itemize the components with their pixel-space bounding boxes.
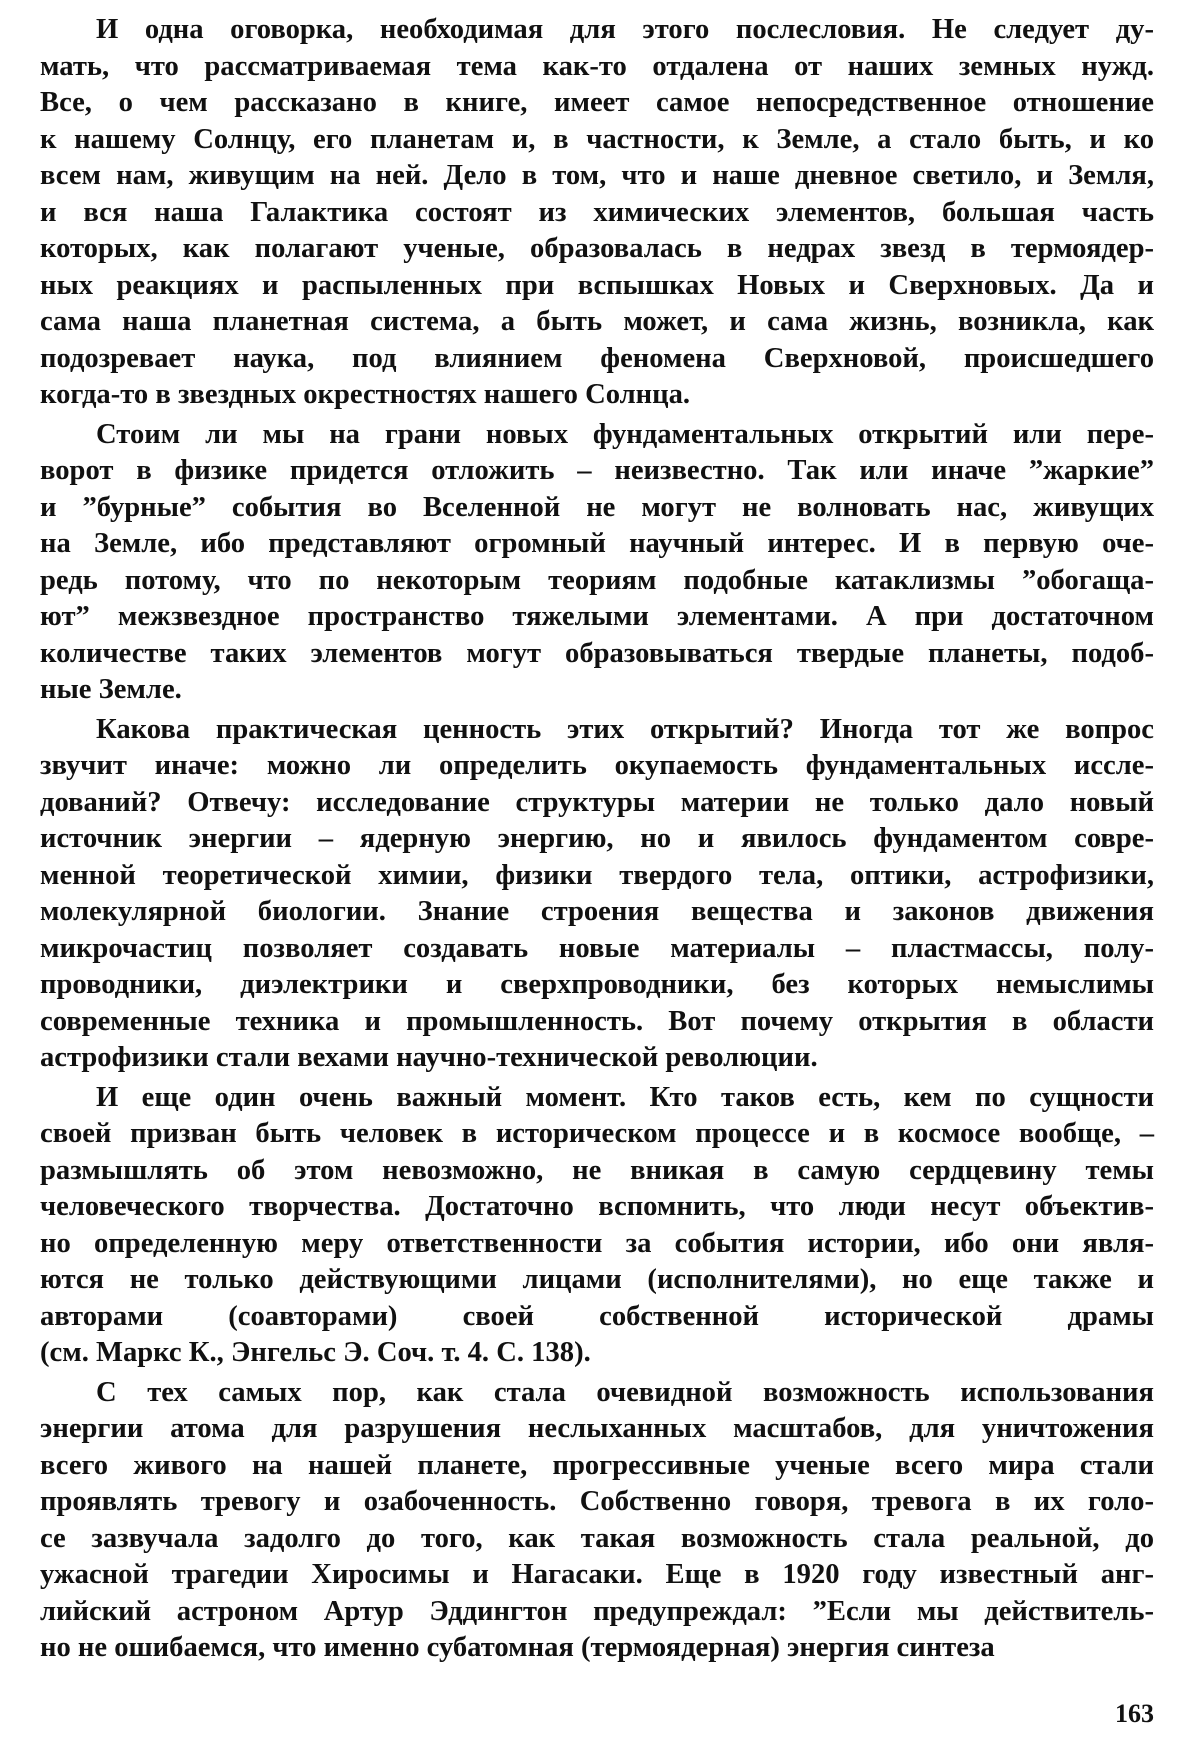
paragraph (40, 417, 1154, 709)
paragraph (40, 1080, 1154, 1372)
text-line: астрофизики стали вехами научно-технической революции. (40, 1040, 1154, 1077)
text-line: ют” межзвездное пространство тяжелыми элементами. А при достаточном (40, 599, 1154, 636)
text-line: С тех самых пор, как стала очевидной возможность использования (40, 1375, 1154, 1412)
text-line: ужасной трагедии Хиросимы и Нагасаки. Еще в 1920 году известный анг- (40, 1557, 1154, 1594)
text-line: количестве таких элементов могут образовываться твердые планеты, подоб- (40, 636, 1154, 673)
text-line: к нашему Солнцу, его планетам и, в частности, к Земле, а стало быть, и ко (40, 122, 1154, 159)
text-line: редь потому, что по некоторым теориям подобные катаклизмы ”обогаща- (40, 563, 1154, 600)
text-line: и ”бурные” события во Вселенной не могут не волновать нас, живущих (40, 490, 1154, 527)
text-line: проводники, диэлектрики и сверхпроводники, без которых немыслимы (40, 967, 1154, 1004)
text-line: И одна оговорка, необходимая для этого послесловия. Не следует ду- (40, 12, 1154, 49)
text-line: дований? Отвечу: исследование структуры материи не только дало новый (40, 785, 1154, 822)
text-line: звучит иначе: можно ли определить окупаемость фундаментальных иссле- (40, 748, 1154, 785)
text-line: источник энергии – ядерную энергию, но и явилось фундаментом совре- (40, 821, 1154, 858)
paragraph (40, 12, 1154, 414)
text-line: Стоим ли мы на грани новых фундаментальных открытий или пере- (40, 417, 1154, 454)
text-line: современные техника и промышленность. Вот почему открытия в области (40, 1004, 1154, 1041)
text-line: но не ошибаемся, что именно субатомная (термоядерная) энергия синтеза (40, 1630, 1154, 1667)
text-line: подозревает наука, под влиянием феномена Сверхновой, происшедшего (40, 341, 1154, 378)
book-page (0, 0, 1200, 1760)
paragraph (40, 712, 1154, 1077)
text-line: лийский астроном Артур Эддингтон предупреждал: ”Если мы действитель- (40, 1594, 1154, 1631)
text-line: и вся наша Галактика состоят из химических элементов, большая часть (40, 195, 1154, 232)
text-line: сама наша планетная система, а быть может, и сама жизнь, возникла, как (40, 304, 1154, 341)
text-line: ные Земле. (40, 672, 1154, 709)
paragraph (40, 1375, 1154, 1667)
text-line: когда-то в звездных окрестностях нашего Солнца. (40, 377, 1154, 414)
text-line: проявлять тревогу и озабоченность. Собственно говоря, тревога в их голо- (40, 1484, 1154, 1521)
text-line: энергии атома для разрушения неслыханных масштабов, для уничтожения (40, 1411, 1154, 1448)
text-line: ных реакциях и распыленных при вспышках Новых и Сверхновых. Да и (40, 268, 1154, 305)
text-line: (см. Маркс К., Энгельс Э. Соч. т. 4. С. 138). (40, 1335, 1154, 1372)
text-line: которых, как полагают ученые, образовалась в недрах звезд в термоядер- (40, 231, 1154, 268)
text-line: мать, что рассматриваемая тема как-то отдалена от наших земных нужд. (40, 49, 1154, 86)
text-line: молекулярной биологии. Знание строения вещества и законов движения (40, 894, 1154, 931)
text-line: размышлять об этом невозможно, не вникая в самую сердцевину темы (40, 1153, 1154, 1190)
text-line: И еще один очень важный момент. Кто таков есть, кем по сущности (40, 1080, 1154, 1117)
page-number: 163 (1115, 1699, 1154, 1729)
text-line: человеческого творчества. Достаточно вспомнить, что люди несут объектив- (40, 1189, 1154, 1226)
text-line: Все, о чем рассказано в книге, имеет самое непосредственное отношение (40, 85, 1154, 122)
body-text (40, 12, 1154, 1667)
text-line: ворот в физике придется отложить – неизвестно. Так или иначе ”жаркие” (40, 453, 1154, 490)
text-line: своей призван быть человек в историческом процессе и в космосе вообще, – (40, 1116, 1154, 1153)
text-line: на Земле, ибо представляют огромный научный интерес. И в первую оче- (40, 526, 1154, 563)
text-line: но определенную меру ответственности за события истории, ибо они явля- (40, 1226, 1154, 1263)
text-line: се зазвучала задолго до того, как такая возможность стала реальной, до (40, 1521, 1154, 1558)
text-line: всего живого на нашей планете, прогрессивные ученые всего мира стали (40, 1448, 1154, 1485)
text-line: Какова практическая ценность этих открытий? Иногда тот же вопрос (40, 712, 1154, 749)
text-line: авторами (соавторами) своей собственной исторической драмы (40, 1299, 1154, 1336)
text-line: ются не только действующими лицами (исполнителями), но еще также и (40, 1262, 1154, 1299)
text-line: всем нам, живущим на ней. Дело в том, что и наше дневное светило, и Земля, (40, 158, 1154, 195)
text-line: менной теоретической химии, физики твердого тела, оптики, астрофизики, (40, 858, 1154, 895)
text-line: микрочастиц позволяет создавать новые материалы – пластмассы, полу- (40, 931, 1154, 968)
